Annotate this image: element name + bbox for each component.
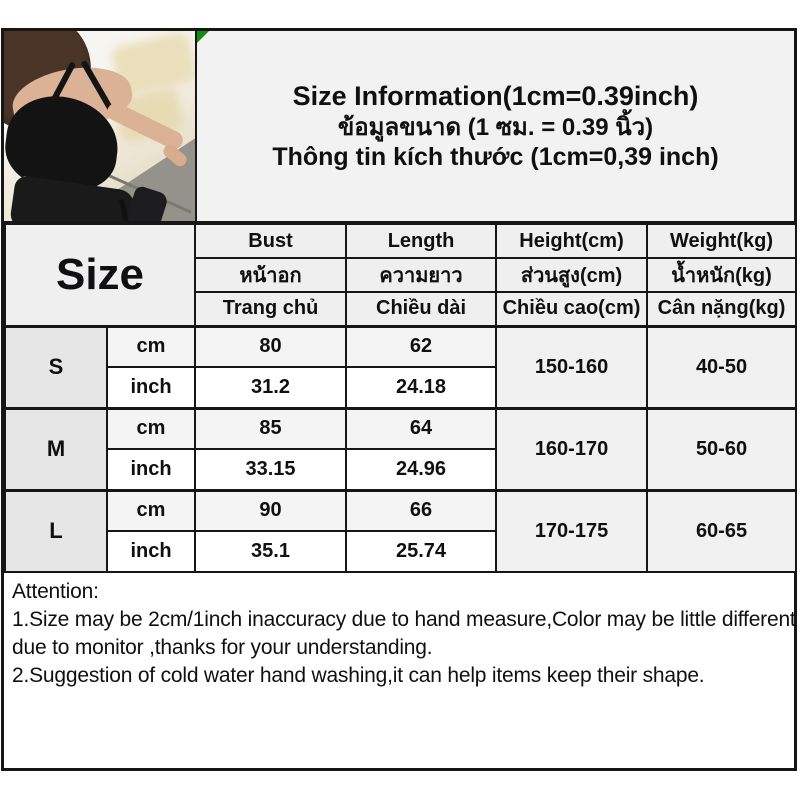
l-height-range: 170-175: [496, 490, 647, 572]
attention-heading: Attention:: [12, 580, 99, 603]
attention-line: 1.Size may be 2cm/1inch inaccuracy due to hand measure,Color may be little different: [12, 607, 796, 631]
s-weight-range: 40-50: [647, 326, 796, 408]
s-bust-cm: 80: [195, 326, 346, 367]
title-vietnamese: Thông tin kích thước (1cm=0,39 inch): [272, 142, 719, 171]
header-row: [4, 31, 794, 223]
unit-cm-label: cm: [107, 490, 195, 531]
unit-cm-label: cm: [107, 408, 195, 449]
product-photo: [4, 31, 197, 221]
table-row: [5, 408, 796, 449]
l-length-inch: 25.74: [346, 531, 496, 572]
col-header-weight-th: น้ำหนัก(kg): [647, 258, 796, 292]
m-bust-inch: 33.15: [195, 449, 346, 490]
s-height-range: 150-160: [496, 326, 647, 408]
l-weight-range: 60-65: [647, 490, 796, 572]
table-row: [5, 326, 796, 367]
m-weight-range: 50-60: [647, 408, 796, 490]
title-block: [197, 31, 794, 221]
l-bust-cm: 90: [195, 490, 346, 531]
size-column-header: Size: [5, 224, 195, 326]
s-bust-inch: 31.2: [195, 367, 346, 408]
col-header-bust-en: Bust: [195, 224, 346, 258]
col-header-bust-vi: Trang chủ: [195, 292, 346, 326]
table-row: [5, 490, 796, 531]
col-header-weight-en: Weight(kg): [647, 224, 796, 258]
col-header-height-th: ส่วนสูง(cm): [496, 258, 647, 292]
size-m-label: M: [5, 408, 107, 490]
m-bust-cm: 85: [195, 408, 346, 449]
cell-marker-triangle-icon: [197, 31, 209, 43]
l-length-cm: 66: [346, 490, 496, 531]
col-header-height-vi: Chiều cao(cm): [496, 292, 647, 326]
s-length-cm: 62: [346, 326, 496, 367]
col-header-length-vi: Chiều dài: [346, 292, 496, 326]
col-header-height-en: Height(cm): [496, 224, 647, 258]
unit-cm-label: cm: [107, 326, 195, 367]
m-length-cm: 64: [346, 408, 496, 449]
attention-line: 2.Suggestion of cold water hand washing,it can help items keep their shape.: [12, 663, 705, 687]
col-header-bust-th: หน้าอก: [195, 258, 346, 292]
size-table: [4, 223, 797, 573]
s-length-inch: 24.18: [346, 367, 496, 408]
size-l-label: L: [5, 490, 107, 572]
unit-inch-label: inch: [107, 449, 195, 490]
col-header-length-en: Length: [346, 224, 496, 258]
title-english: Size Information(1cm=0.39inch): [292, 80, 699, 111]
size-chart-sheet: [1, 28, 797, 771]
attention-notes: [4, 573, 794, 768]
unit-inch-label: inch: [107, 367, 195, 408]
col-header-length-th: ความยาว: [346, 258, 496, 292]
title-thai: ข้อมูลขนาด (1 ซม. = 0.39 นิ้ว): [337, 113, 654, 141]
unit-inch-label: inch: [107, 531, 195, 572]
size-s-label: S: [5, 326, 107, 408]
l-bust-inch: 35.1: [195, 531, 346, 572]
attention-line: due to monitor ,thanks for your understanding.: [12, 635, 433, 659]
m-height-range: 160-170: [496, 408, 647, 490]
col-header-weight-vi: Cân nặng(kg): [647, 292, 796, 326]
m-length-inch: 24.96: [346, 449, 496, 490]
